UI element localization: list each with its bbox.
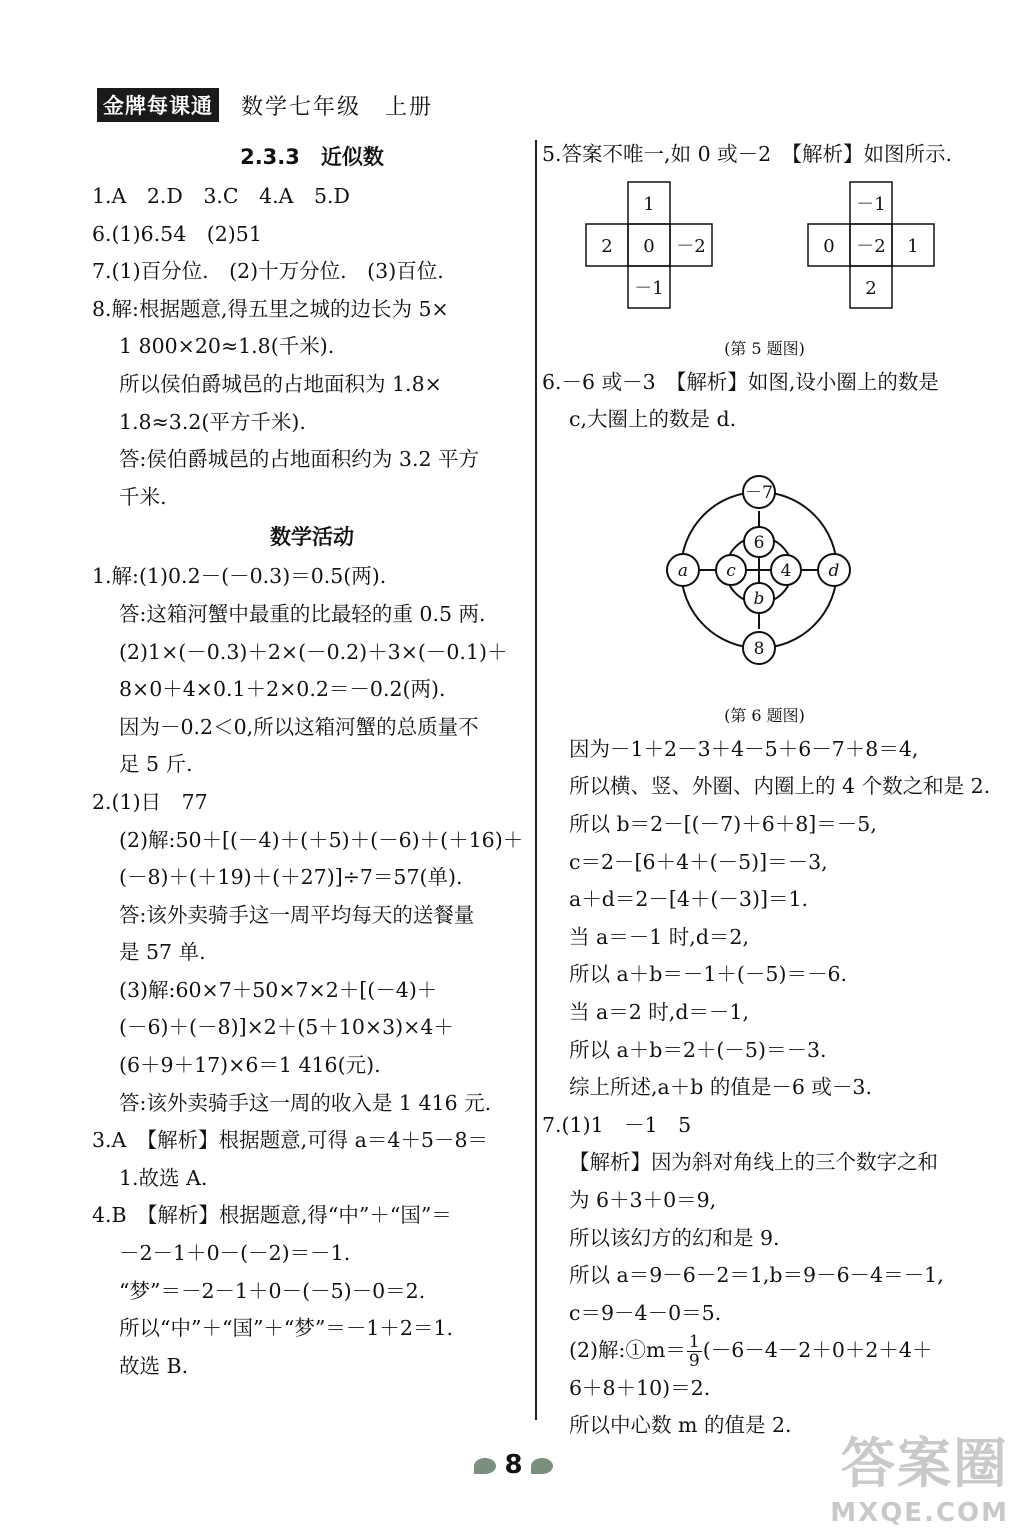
answer-line: “梦”＝－2－1＋0－(－5)－0＝2. (119, 1278, 426, 1303)
answer-line: 足 5 斤. (119, 752, 193, 777)
answer-line: c,大圈上的数是 d. (569, 407, 737, 432)
answer-line: a＋d＝2－[4＋(－3)]＝1. (569, 887, 809, 912)
section-title-approx: 2.3.3 近似数 (240, 145, 384, 169)
book-subject: 数学七年级 上册 (241, 94, 434, 120)
figure-5-diagram (542, 174, 987, 334)
fig5-cell: 1 (643, 193, 655, 215)
answer-line: 6.(1)6.54 (2)51 (92, 221, 262, 246)
fraction-suffix: (－6－4－2＋0＋2＋4＋ (702, 1338, 933, 1363)
fraction-denominator: 9 (688, 1351, 700, 1372)
answer-line: 1.A 2.D 3.C 4.A 5.D (92, 184, 350, 208)
answer-line: 7.(1)百分位. (2)十万分位. (3)百位. (92, 259, 444, 284)
section-title-activity: 数学活动 (270, 525, 354, 550)
column-divider (535, 140, 537, 1420)
answer-line: 答:这箱河蟹中最重的比最轻的重 0.5 两. (119, 601, 486, 626)
fig5-cell: －2 (856, 235, 886, 257)
answer-line: 答:该外卖骑手这一周平均每天的送餐量 (119, 902, 475, 927)
answer-line: 答:侯伯爵城邑的占地面积约为 3.2 平方 (119, 447, 480, 472)
answer-line: 3.A 【解析】根据题意,可得 a＝4＋5－8＝ (92, 1128, 488, 1153)
answer-line: 因为－1＋2－3＋4－5＋6－7＋8＝4, (569, 736, 919, 761)
page-header (97, 88, 433, 122)
answer-line: 故选 B. (119, 1353, 189, 1378)
answer-line: 千米. (119, 484, 167, 509)
brand-label: 金牌每课通 (97, 88, 219, 122)
fig6-node: b (753, 588, 765, 609)
fig5-cell: －2 (676, 235, 706, 257)
fraction-numerator: 1 (688, 1332, 700, 1353)
figure-6 (542, 439, 987, 701)
answer-line: 所以侯伯爵城邑的占地面积为 1.8× (119, 371, 442, 396)
fig6-node: d (828, 560, 840, 581)
answer-line: 4.B 【解析】根据题意,得“中”＋“国”＝ (92, 1203, 452, 1228)
fig6-node: 8 (753, 638, 765, 659)
answer-line: 所以“中”＋“国”＋“梦”＝－1＋2＝1. (119, 1316, 454, 1341)
answer-line: 1.8≈3.2(平方千米). (119, 409, 306, 434)
answer-line: 1 800×20≈1.8(千米). (119, 334, 335, 359)
answer-line: 1.故选 A. (119, 1165, 208, 1190)
fraction-prefix: (2)解:①m＝ (569, 1338, 686, 1363)
fig5-cell: 2 (601, 235, 613, 257)
fig5-cell: －1 (856, 193, 886, 215)
answer-line: 8.解:根据题意,得五里之城的边长为 5× (92, 296, 449, 321)
right-column (542, 136, 991, 1445)
fraction (687, 1333, 702, 1370)
leaf-icon (474, 1458, 496, 1474)
answer-line: 所以横、竖、外圈、内圈上的 4 个数之和是 2. (569, 774, 991, 799)
answer-line: 当 a＝2 时,d＝－1, (569, 999, 749, 1024)
answer-line: 所以中心数 m 的值是 2. (569, 1413, 792, 1438)
answer-line: 为 6＋3＋0＝9, (569, 1187, 717, 1212)
fig5-cell: 0 (643, 235, 655, 257)
answer-line: 综上所述,a＋b 的值是－6 或－3. (569, 1075, 872, 1100)
fig6-node: c (726, 560, 736, 581)
answer-line: 6＋8＋10)＝2. (569, 1375, 711, 1400)
fig5-cell: 1 (907, 235, 919, 257)
answer-line: c＝9－4－0＝5. (569, 1300, 722, 1325)
answer-line: 6.－6 或－3 【解析】如图,设小圈上的数是 (542, 369, 939, 394)
answer-line: 7.(1)1 －1 5 (542, 1112, 692, 1137)
answer-line: (2)1×(－0.3)＋2×(－0.2)＋3×(－0.1)＋ (119, 639, 508, 664)
figure-6-diagram (542, 439, 987, 701)
fig6-node: 6 (753, 532, 765, 553)
figure-5-caption: (第 5 题图) (724, 338, 805, 358)
answer-line: (3)解:60×7＋50×7×2＋[(－4)＋ (119, 977, 438, 1002)
leaf-icon (531, 1458, 553, 1474)
answer-line: 8×0＋4×0.1＋2×0.2＝－0.2(两). (119, 677, 446, 702)
watermark-url: MXQE.COM (830, 1498, 1009, 1528)
watermark (830, 1421, 1009, 1528)
fig6-node: a (677, 560, 689, 581)
fig6-node: －7 (745, 482, 773, 503)
answer-line-fraction (542, 1332, 987, 1370)
fig5-cell: 0 (823, 235, 835, 257)
answer-line: (6＋9＋17)×6＝1 416(元). (119, 1053, 381, 1078)
answer-line: 答:该外卖骑手这一周的收入是 1 416 元. (119, 1090, 492, 1115)
answer-line: 所以 a＝9－6－2＝1,b＝9－6－4＝－1, (569, 1263, 944, 1288)
page-number: 8 (504, 1450, 523, 1480)
figure-5 (542, 174, 987, 334)
watermark-logo: 答案圈 (841, 1432, 1009, 1495)
answer-line: 所以 b＝2－[(－7)＋6＋8]＝－5, (569, 811, 877, 836)
answer-line: 因为－0.2＜0,所以这箱河蟹的总质量不 (119, 714, 479, 739)
left-column (92, 136, 532, 1385)
answer-line: 1.解:(1)0.2－(－0.3)＝0.5(两). (92, 564, 387, 589)
answer-line: 5.答案不唯一,如 0 或－2 【解析】如图所示. (542, 142, 952, 166)
answer-line: 所以 a＋b＝－1＋(－5)＝－6. (569, 962, 848, 987)
answer-line: (2)解:50＋[(－4)＋(＋5)＋(－6)＋(＋16)＋ (119, 827, 524, 852)
fig5-cell: 2 (865, 277, 877, 299)
answer-line: c＝2－[6＋4＋(－5)]＝－3, (569, 849, 828, 874)
answer-line: 所以该幻方的幻和是 9. (569, 1225, 780, 1250)
answer-line: 当 a＝－1 时,d＝2, (569, 924, 749, 949)
answer-line: 所以 a＋b＝2＋(－5)＝－3. (569, 1037, 827, 1062)
answer-line: 2.(1)日 77 (92, 789, 208, 814)
answer-line: 【解析】因为斜对角线上的三个数字之和 (569, 1150, 938, 1175)
fig5-cell: －1 (634, 277, 664, 299)
figure-6-caption: (第 6 题图) (724, 705, 805, 725)
answer-line: (－8)＋(＋19)＋(＋27)]÷7＝57(单). (119, 865, 463, 890)
answer-line: －2－1＋0－(－2)＝－1. (119, 1241, 351, 1266)
answer-line: (－6)＋(－8)]×2＋(5＋10×3)×4＋ (119, 1015, 454, 1040)
answer-line: 是 57 单. (119, 940, 206, 965)
fig6-node: 4 (780, 560, 792, 581)
